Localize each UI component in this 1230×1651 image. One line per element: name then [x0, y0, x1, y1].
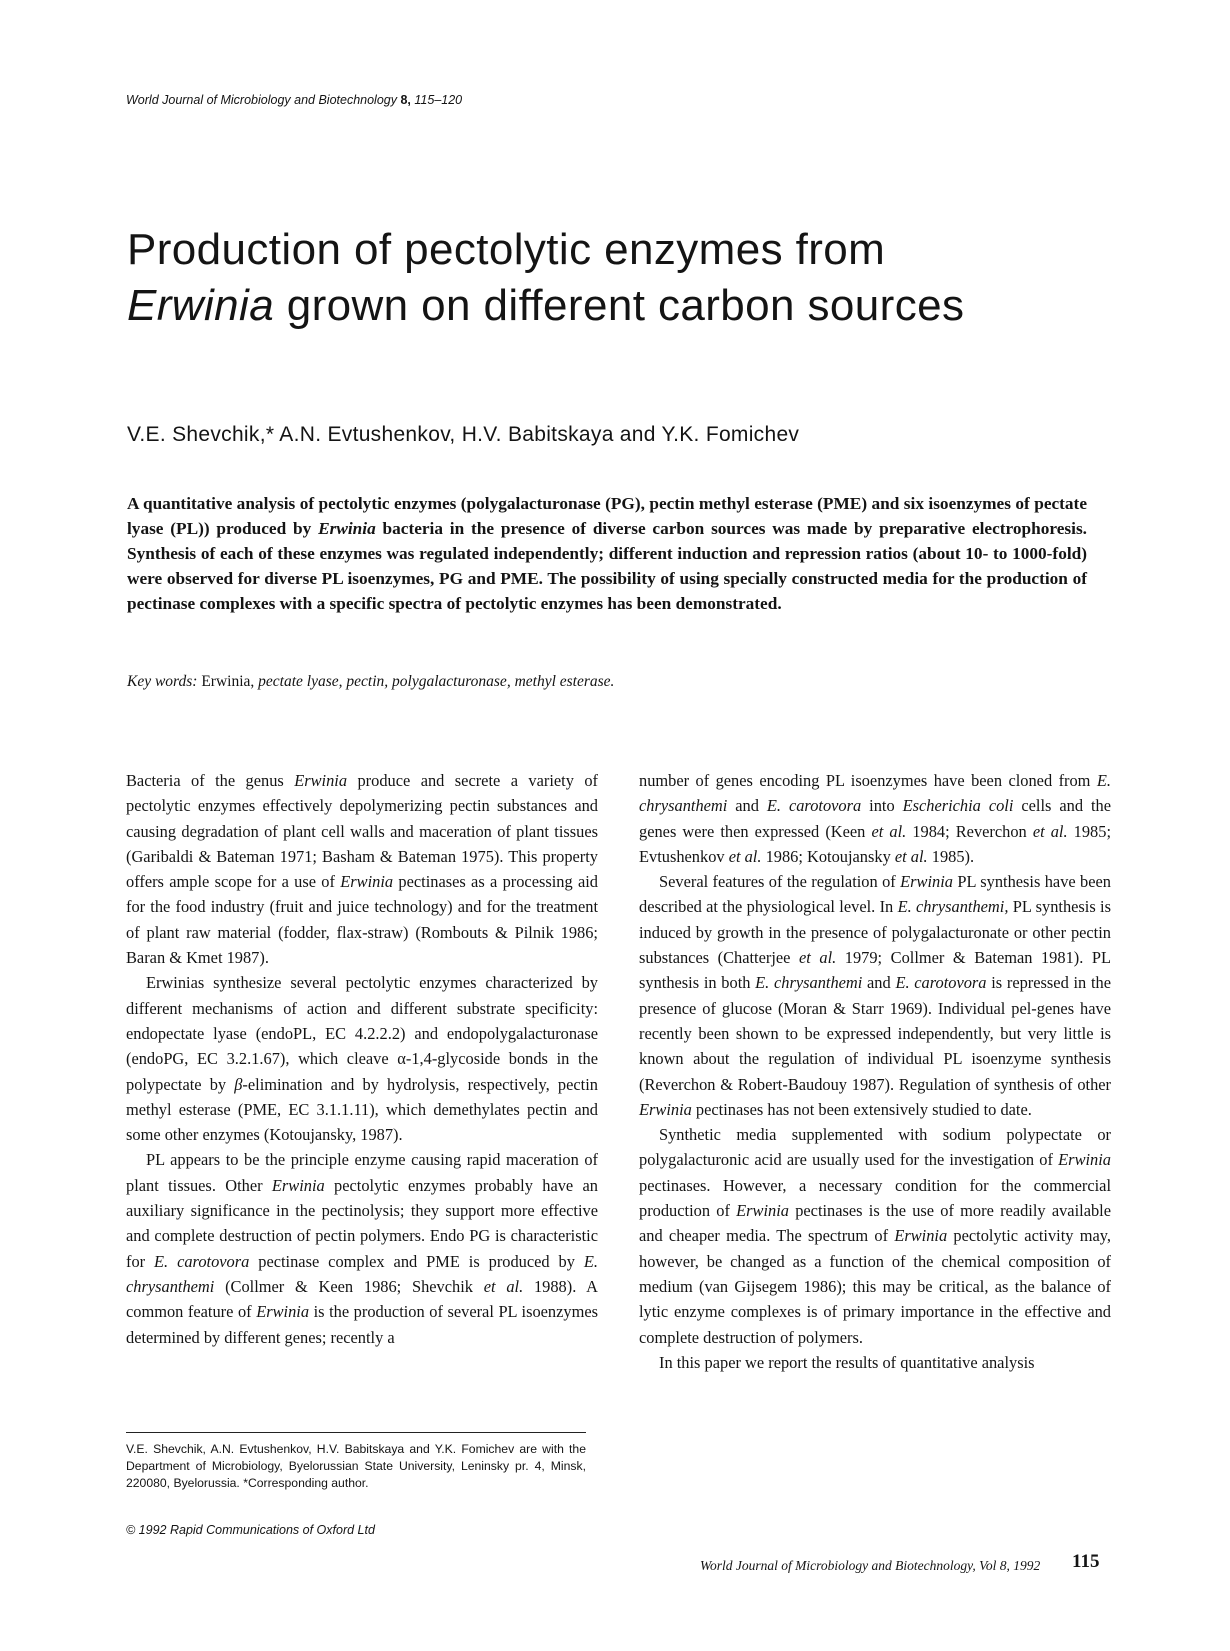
body-column-right [639, 768, 1111, 1375]
keywords-label: Key words: [127, 673, 198, 690]
text-run-italic: Erwinia [256, 1302, 310, 1322]
text-run: pectinase complex and PME is produced by [249, 1251, 584, 1271]
body-paragraph [639, 768, 1111, 869]
text-run: 1985). [927, 846, 975, 866]
text-run: produce and secrete a variety of pectolytic enzymes effectively depolymerizing pectin substances and causing degradation of plant cell walls and maceration of plant tissues (Garibaldi & Bateman 1971; Basham & Bateman 1975). This property offers ample scope for a use of [126, 771, 599, 892]
text-run: 1979; Collmer & Bateman 1981). PL synthesis in both [639, 948, 1111, 993]
text-run: number of genes encoding PL isoenzymes have been cloned from [639, 771, 1097, 790]
volume: 8, [400, 93, 411, 107]
text-run: (Collmer & Keen 1986; Shevchik [214, 1276, 484, 1296]
text-run-italic: E. chrysanthemi [639, 771, 1111, 816]
text-run-italic: Erwinia [894, 1226, 948, 1246]
abstract-part-2: bacteria in the presence of diverse carbon sources was made by preparative electrophoresis. Synthesis of each of these enzymes was regulated independently; different induction and repression ratios (about 10- to 1000-fold) were observed for diverse PL isoenzymes, PG and PME. The possibility of using specially constructed media for the production of pectinase complexes with a specific spectra of pectolytic enzymes has been demonstrated. [127, 519, 1087, 613]
text-run-italic: Erwinia [1058, 1150, 1111, 1170]
title-line-1: Production of pectolytic enzymes from [127, 225, 886, 274]
text-run: Erwinias synthesize several pectolytic enzymes characterized by different mechanisms of action and different substrate specificity: endopectate lyase (endoPL, EC 4.2.2.2) and endopolygalacturonase (endoPG, EC 3.2.1.67), which cleave α-1,4-glycoside bonds in the polypectate by [126, 973, 598, 1094]
keywords-list: pectate lyase, pectin, polygalacturonase, methyl esterase. [254, 673, 615, 690]
copyright-notice: © 1992 Rapid Communications of Oxford Ltd [126, 1523, 375, 1537]
text-run: pectolytic enzymes probably have an auxiliary significance in the pectinolysis; they support more effective and complete destruction of pectin polymers. Endo PG is characteristic for [126, 1175, 598, 1271]
text-run: -elimination and by hydrolysis, respectively, pectin methyl esterase (PME, EC 3.1.1.11), which demethylates pectin and some other enzymes (Kotoujansky, 1987). [126, 1074, 598, 1145]
text-run-italic: et al. [1032, 821, 1068, 841]
body-paragraph: In this paper we report the results of quantitative analysis [659, 1352, 1035, 1372]
text-run: pectinases. However, a necessary condition for the commercial production of [639, 1175, 1111, 1221]
text-run-italic: β [234, 1074, 243, 1094]
text-run: into [861, 796, 903, 816]
text-run-italic: et al. [894, 846, 928, 866]
text-run: PL synthesis have been described at the physiological level. In [639, 872, 1111, 917]
text-run: Bacteria of the genus [126, 771, 295, 790]
text-run: cells and the genes were then expressed (Keen [639, 796, 1111, 841]
author-affiliation-footnote: V.E. Shevchik, A.N. Evtushenkov, H.V. Babitskaya and Y.K. Fomichev are with the Department of Microbiology, Byelorussian State University, Leninsky pr. 4, Minsk, 220080, Byelorussia. *Corresponding author. [126, 1442, 586, 1490]
text-run-italic: Erwinia [639, 1099, 692, 1119]
text-run: is repressed in the presence of glucose (Moran & Starr 1969). Individual pel-genes have recently been shown to be expressed independently, but very little is known about the regulation of individual PL isoenzyme synthesis (Reverchon & Robert-Baudouy 1987). Regulation of synthesis of other [639, 973, 1111, 1094]
body-paragraph [126, 970, 598, 1147]
text-run: PL appears to be the principle enzyme causing rapid maceration of plant tissues. Other [126, 1150, 598, 1195]
text-run-italic: et al. [871, 821, 907, 841]
text-run-italic: Erwinia [736, 1201, 789, 1221]
title-line-2: grown on different carbon sources [274, 281, 965, 330]
author-list: V.E. Shevchik,* A.N. Evtushenkov, H.V. Babitskaya and Y.K. Fomichev [127, 423, 800, 446]
text-run-italic: Erwinia [900, 872, 953, 892]
text-run: 1986; Kotoujansky [761, 846, 895, 866]
text-run: pectinases is the use of more readily available and cheaper media. The spectrum of [639, 1201, 1111, 1246]
text-run: pectolytic activity may, however, be changed as a function of the chemical composition of medium (van Gijsegem 1986); this may be critical, as the balance of lytic enzyme complexes is of primary importance in the effective and complete destruction of polymers. [639, 1226, 1111, 1347]
page-range: 115–120 [414, 93, 463, 107]
text-run: 1988). A common feature of [126, 1276, 599, 1322]
abstract-genus: Erwinia [318, 519, 376, 538]
text-run-italic: E. carotovora [895, 973, 987, 993]
text-run-italic: E. chrysanthemi, [897, 897, 1009, 917]
text-run: and [727, 796, 767, 816]
text-run-italic: Escherichia coli [902, 796, 1014, 816]
abstract [127, 491, 1087, 616]
journal-name: World Journal of Microbiology and Biotechnology [126, 93, 397, 107]
body-paragraph [126, 768, 598, 970]
text-run-italic: Erwinia [294, 771, 348, 790]
text-run: 1984; Reverchon [906, 821, 1033, 841]
text-run: Synthetic media supplemented with sodium polypectate or polygalacturonic acid are usually used for the investigation of [639, 1125, 1111, 1170]
body-column-left [126, 768, 598, 1350]
keywords [127, 673, 1027, 691]
text-run-italic: Erwinia [271, 1175, 325, 1195]
text-run: is the production of several PL isoenzymes determined by different genes; recently a [126, 1302, 598, 1347]
footer-journal-citation: World Journal of Microbiology and Biotechnology, Vol 8, 1992 [700, 1558, 1041, 1573]
text-run: pectinases as a processing aid for the food industry (fruit and juice technology) and for the treatment of plant raw material (fodder, flax-straw) (Rombouts & Pilnik 1986; Baran & Kmet 1987). [126, 872, 598, 968]
text-run: Several features of the regulation of [659, 872, 901, 892]
title-genus: Erwinia [127, 281, 275, 330]
body-paragraph [639, 1122, 1111, 1350]
text-run-italic: E. carotovora [766, 796, 862, 816]
text-run: PL synthesis is induced by growth in the presence of polygalacturonate or other pectin substances (Chatterjee [639, 897, 1111, 968]
text-run-italic: E. carotovora [154, 1251, 250, 1271]
text-run-italic: E. chrysanthemi [755, 973, 863, 993]
text-run-italic: et al. [728, 846, 762, 866]
body-paragraph [639, 869, 1111, 1122]
text-run: 1985; Evtushenkov [639, 821, 1111, 866]
footnote-divider [126, 1432, 586, 1433]
text-run-italic: et al. [799, 948, 837, 968]
text-run: pectinases has not been extensively studied to date. [691, 1099, 1032, 1119]
body-paragraph [126, 1147, 598, 1349]
page-number: 115 [1072, 1551, 1100, 1572]
running-head [126, 93, 462, 107]
keywords-genus: Erwinia, [197, 673, 255, 690]
article-title [127, 222, 1127, 334]
text-run: and [862, 973, 896, 993]
text-run-italic: E. chrysanthemi [126, 1251, 598, 1296]
abstract-part-1: A quantitative analysis of pectolytic enzymes (polygalacturonase (PG), pectin methyl esterase (PME) and six isoenzymes of pectate lyase (PL)) produced by [127, 494, 1087, 538]
text-run-italic: et al. [483, 1276, 524, 1296]
text-run-italic: Erwinia [340, 872, 394, 892]
